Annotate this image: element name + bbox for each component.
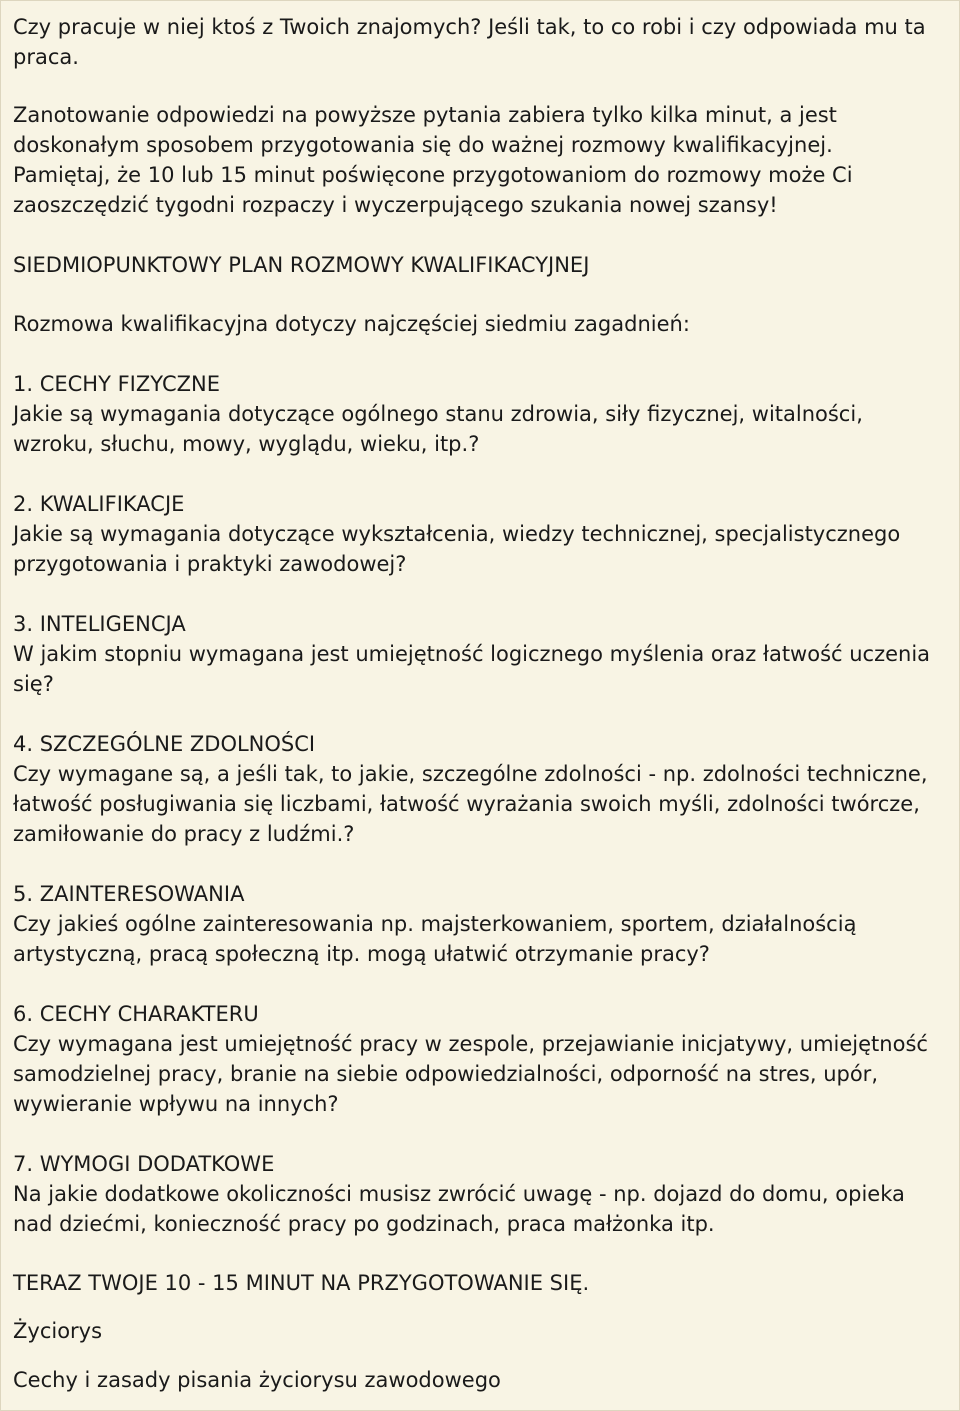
plan-item-text: Jakie są wymagania dotyczące ogólnego stanu zdrowia, siły fizycznej, witalności, wzroku, słuchu, mowy, wyglądu, wieku, itp.? [13,402,863,456]
plan-item [13,369,941,459]
plan-heading: SIEDMIOPUNKTOWY PLAN ROZMOWY KWALIFIKACYJNEJ [13,253,590,277]
plan-item [13,609,941,699]
plan-item [13,1149,941,1239]
plan-item-text: Czy wymagane są, a jeśli tak, to jakie, szczególne zdolności - np. zdolności techniczne, łatwość posługiwania się liczbami, łatwość wyrażania swoich myśli, zdolności twórcze, zamiłowanie do pracy z ludźmi.? [13,762,928,846]
plan-item-title: 7. WYMOGI DODATKOWE [13,1152,275,1176]
intro-paragraph: Zanotowanie odpowiedzi na powyższe pytania zabiera tylko kilka minut, a jest doskonałym sposobem przygotowania się do ważnej rozmowy kwalifikacyjnej. [13,103,837,157]
intro-line: Czy pracuje w niej ktoś z Twoich znajomych? Jeśli tak, to co robi i czy odpowiada mu ta praca. [13,15,926,69]
plan-item-text: W jakim stopniu wymagana jest umiejętność logicznego myślenia oraz łatwość uczenia się? [13,642,931,696]
plan-item [13,729,941,849]
plan-lead: Rozmowa kwalifikacyjna dotyczy najczęściej siedmiu zagadnień: [13,312,690,336]
plan-item-title: 5. ZAINTERESOWANIA [13,882,245,906]
plan-item [13,999,941,1119]
closing-line: TERAZ TWOJE 10 - 15 MINUT NA PRZYGOTOWANIE SIĘ. [13,1271,590,1295]
section-title: Życiorys [13,1319,103,1343]
plan-item-title: 3. INTELIGENCJA [13,612,186,636]
plan-item-title: 1. CECHY FIZYCZNE [13,372,220,396]
plan-item [13,489,941,579]
plan-item-title: 4. SZCZEGÓLNE ZDOLNOŚCI [13,732,316,756]
plan-item [13,879,941,969]
plan-item-title: 2. KWALIFIKACJE [13,492,185,516]
section-subtitle: Cechy i zasady pisania życiorysu zawodowego [13,1368,501,1392]
plan-item-text: Czy wymagana jest umiejętność pracy w zespole, przejawianie inicjatywy, umiejętność samodzielnej pracy, branie na siebie odpowiedzialności, odporność na stres, upór, wywieranie wpływu na innych? [13,1032,928,1116]
plan-item-title: 6. CECHY CHARAKTERU [13,1002,259,1026]
plan-item-text: Jakie są wymagania dotyczące wykształcenia, wiedzy technicznej, specjalistycznego przygotowania i praktyki zawodowej? [13,522,901,576]
intro-paragraph-reminder: Pamiętaj, że 10 lub 15 minut poświęcone przygotowaniom do rozmowy może Ci zaoszczędzić tygodni rozpaczy i wyczerpującego szukania nowej szansy! [13,163,853,217]
plan-item-text: Czy jakieś ogólne zainteresowania np. majsterkowaniem, sportem, działalnością artystyczną, pracą społeczną itp. mogą ułatwić otrzymanie pracy? [13,912,857,966]
plan-item-text: Na jakie dodatkowe okoliczności musisz zwrócić uwagę - np. dojazd do domu, opieka nad dziećmi, konieczność pracy po godzinach, praca małżonka itp. [13,1182,905,1236]
